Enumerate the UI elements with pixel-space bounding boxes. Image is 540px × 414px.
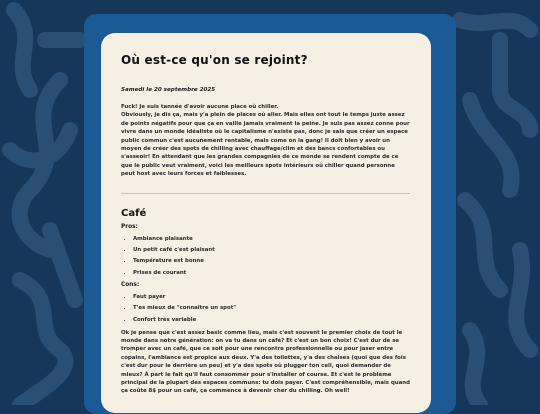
page-title: Où est-ce qu'on se rejoint? [121, 53, 308, 67]
pros-list [121, 236, 410, 276]
section-body-text: Ok je pense que c'est assez basic comme lieu, mais c'est souvent le premier choix de tout le monde dans notre génération: on va tu dans un café? Et c'est un bon choix! C'est dur de se tromper avec un café, que ce soit pour une rencontre professionnelle ou pour jaser entre copains, l'ambiance est propice aux deux. Y'a des toilettes, y'a des chaises (quoi que des fois c'est dur pour le derrière un peu) et y'a des spots où plugger ton cell, quoi demander de mieux? À part le fait qu'il faut consommer pour s'installer of course. Et c'est le problème principal de la plupart des espaces communs: tu dois payer. C'est compréhensible, mais quand ça coûte 8$ pour un café, ça commence à devenir cher du chilling. Oh well! [121, 329, 410, 395]
intro-line-1: Fuck! Je suis tannée d'avoir aucune place où chiller. [121, 104, 279, 110]
cons-list [121, 294, 410, 323]
cons-item: • Faut payer [133, 294, 410, 300]
section-heading: Café [121, 207, 147, 219]
pros-label: Pros: [121, 223, 138, 230]
pros-item: • Prises de courant [133, 270, 410, 276]
cons-label: Cons: [121, 281, 140, 288]
intro-text [121, 103, 410, 179]
pros-item: • Température est bonne [133, 258, 410, 264]
pros-item: • Un petit café c'est plaisant [133, 247, 410, 253]
intro-line-2: Obviously, je dis ça, mais y'a plein de places où aller. Mais elles ont tout le temps juste assez de points négatifs pour que ça en vaille jamais vraiment la peine. Je suis pas assez conne pour vivre dans un monde idéaliste où le capitalisme n'existe pas, donc je sais que créer un espace public commun c'est aucunement rentable, mais come on la gang! Il doit bien y avoir un moyen de créer des spots de chilling avec chauffage/clim et des bancs confortables ou s'asseoir! En attendant que les grandes compagnies de ce monde se rendent compte de ce que le public veut vraiment, voici les meilleurs spots intérieurs où chiller quand personne peut host avec leurs forces et faiblesses. [121, 112, 410, 178]
post-date: Samedi le 20 septembre 2025 [121, 87, 216, 93]
cons-item: • Confort très variable [133, 317, 410, 323]
pros-item: • Ambiance plaisante [133, 236, 410, 242]
section-divider [121, 193, 410, 194]
cons-item: • T'es mieux de "connaître un spot" [133, 305, 410, 311]
article-card [101, 33, 431, 413]
